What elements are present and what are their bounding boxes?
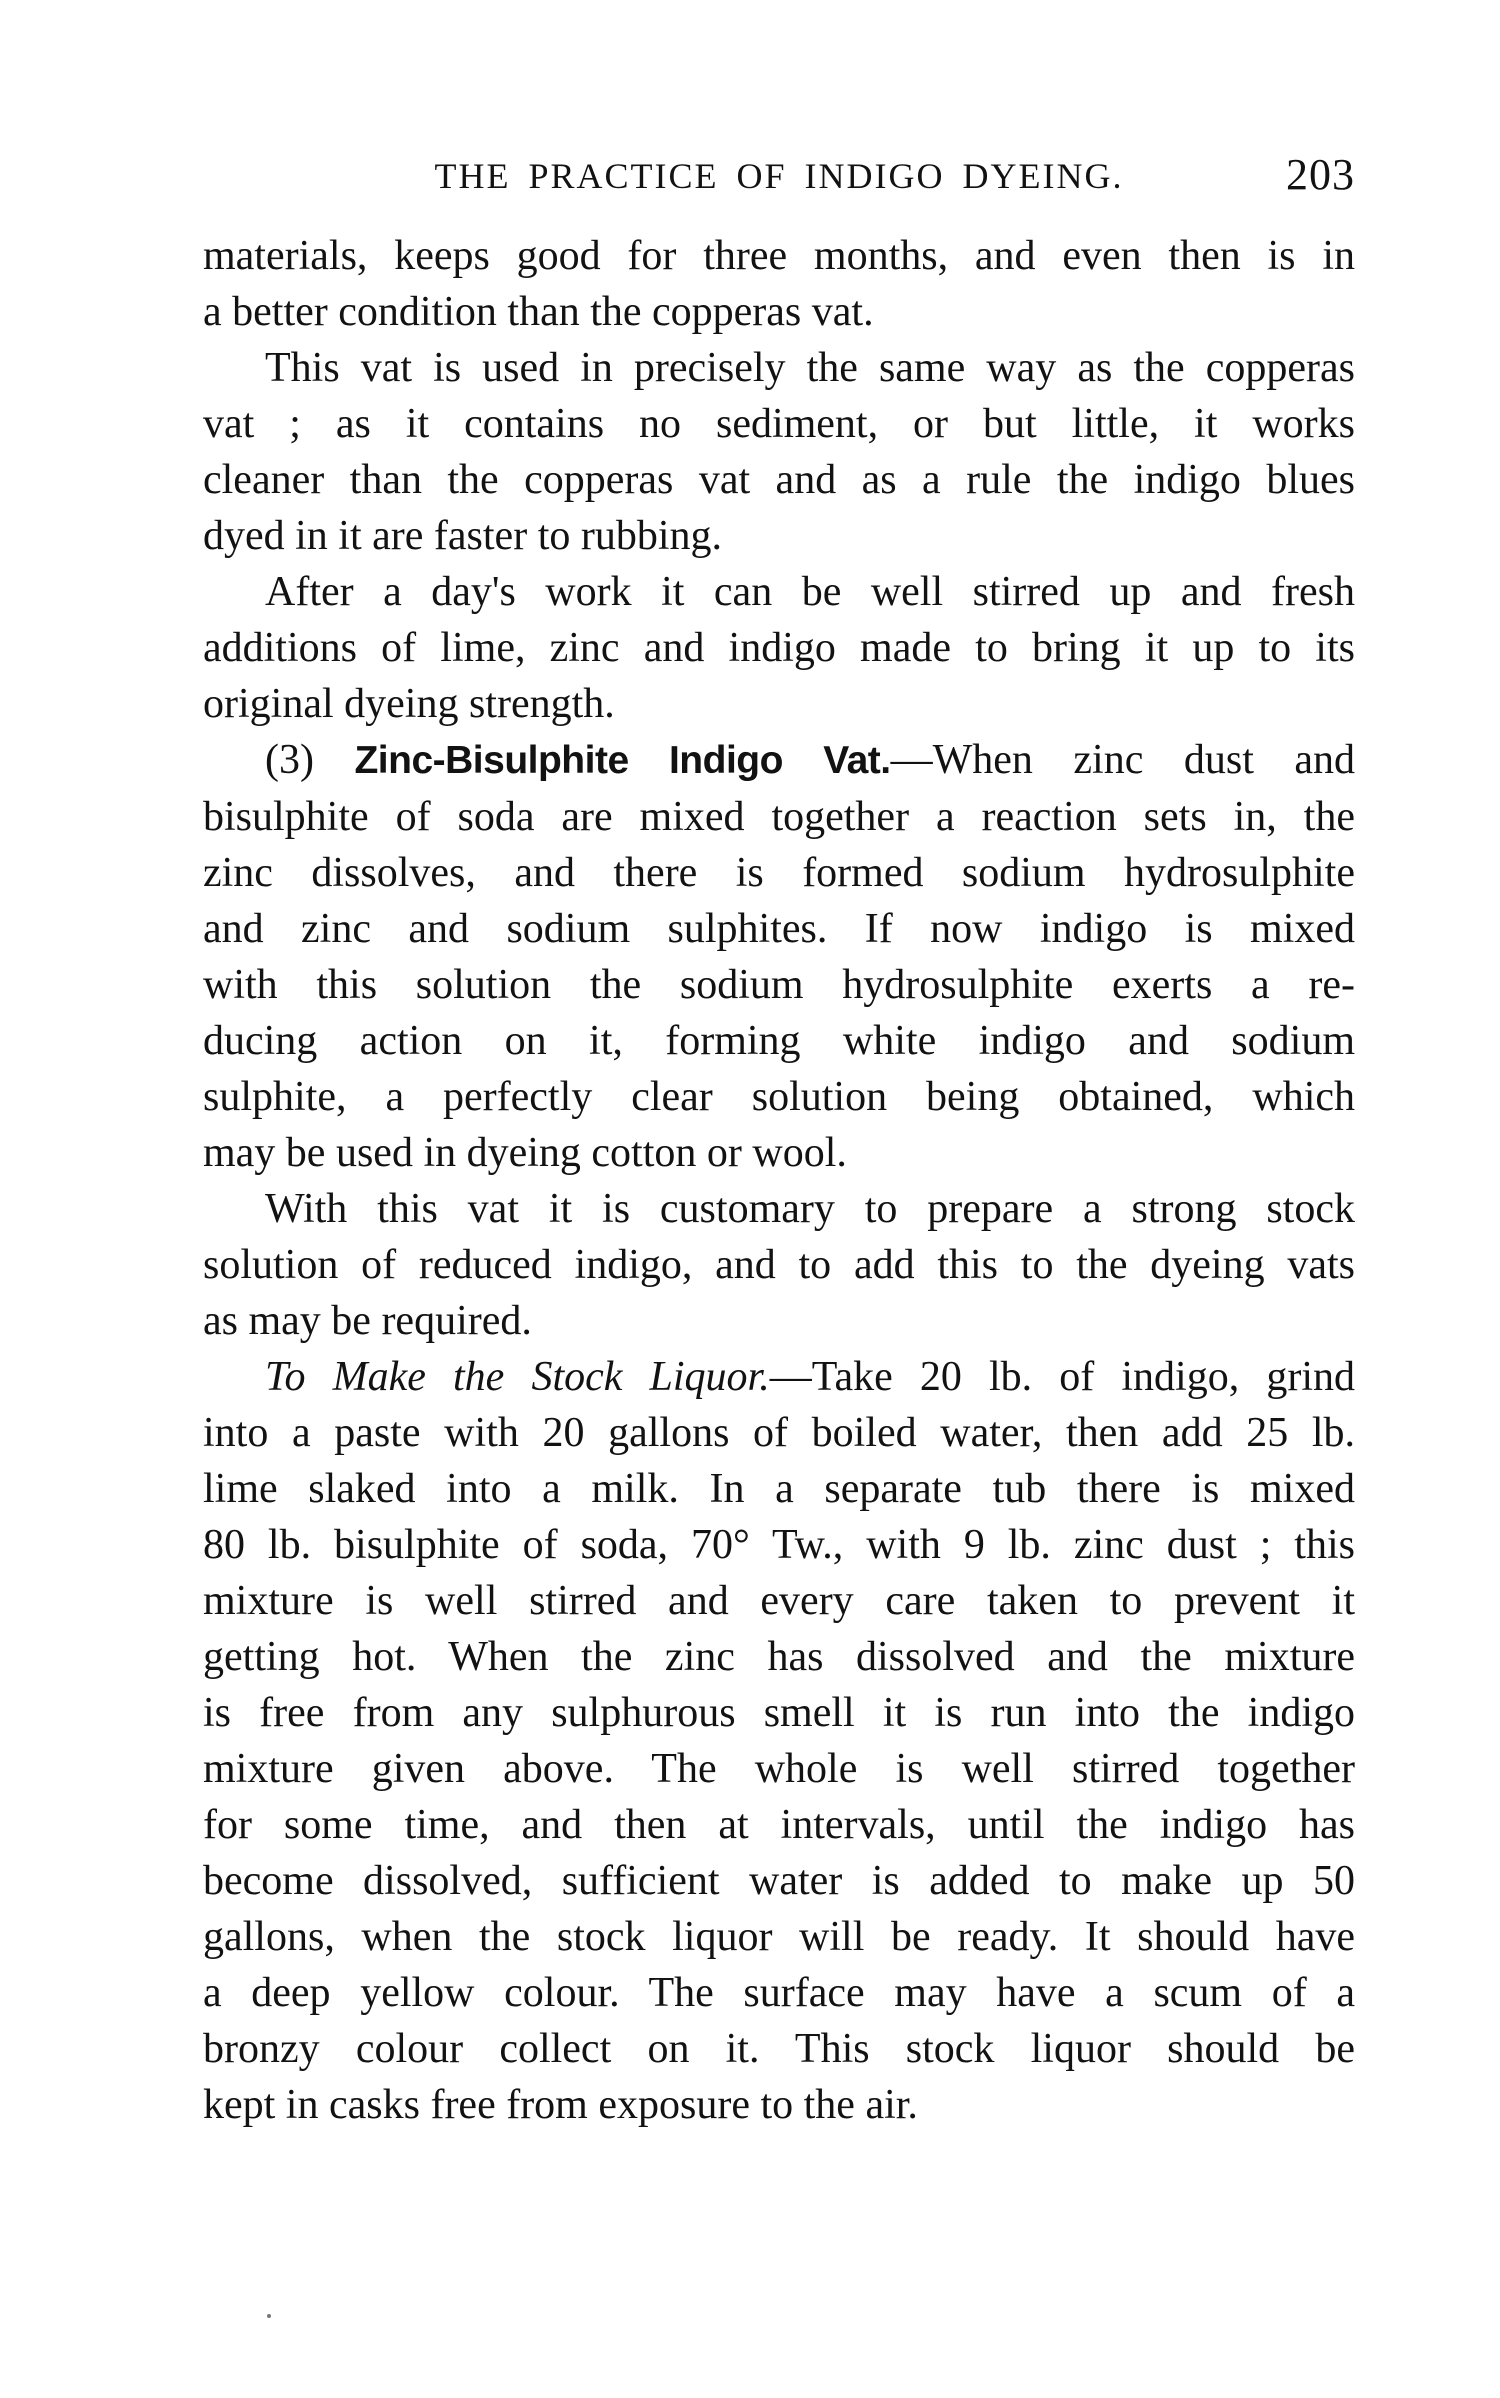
text-line [203,1461,1355,1517]
text-segment: sulphite, a perfectly clear solution being obtained, which [203,1074,1355,1120]
text-segment: additions of lime, zinc and indigo made to bring it up to its [203,625,1355,671]
text-line [203,340,1355,396]
text-line [203,1293,1355,1349]
paragraph [203,564,1355,732]
text-segment: bronzy colour collect on it. This stock liquor should be [203,2026,1355,2072]
text-line [203,1629,1355,1685]
text-segment: as may be required. [203,1298,532,1344]
text-line [203,452,1355,508]
text-segment: zinc dissolves, and there is formed sodium hydrosulphite [203,850,1355,896]
text-segment: —When zinc dust and [890,737,1355,783]
text-segment: and zinc and sodium sulphites. If now indigo is mixed [203,906,1355,952]
page-number: 203 [1286,150,1355,199]
paragraph [203,228,1355,340]
text-line [203,620,1355,676]
text-segment: become dissolved, sufficient water is added to make up 50 [203,1858,1355,1904]
text-segment: With this vat it is customary to prepare a strong stock [265,1186,1355,1232]
paragraph [203,1349,1355,2133]
text-line [203,2077,1355,2133]
text-line [203,396,1355,452]
text-line [203,789,1355,845]
text-line [203,1125,1355,1181]
text-line [203,1685,1355,1741]
text-line [203,957,1355,1013]
text-segment: bisulphite of soda are mixed together a reaction sets in, the [203,794,1355,840]
text-segment: with this solution the sodium hydrosulphite exerts a re- [203,962,1355,1008]
text-segment: 80 lb. bisulphite of soda, 70° Tw., with 9 lb. zinc dust ; this [203,1522,1355,1568]
text-line [203,564,1355,620]
text-segment: may be used in dyeing cotton or wool. [203,1130,847,1176]
text-line [203,1741,1355,1797]
bold-lead: Zinc-Bisulphite Indigo Vat. [354,739,891,782]
text-segment: cleaner than the copperas vat and as a rule the indigo blues [203,457,1355,503]
scan-artifact-dot [267,2314,271,2318]
text-line [203,1013,1355,1069]
text-segment: is free from any sulphurous smell it is run into the indigo [203,1690,1355,1736]
text-line [203,1349,1355,1405]
text-segment: a better condition than the copperas vat. [203,289,874,335]
text-segment: mixture is well stirred and every care taken to prevent it [203,1578,1355,1624]
italic-lead: To Make the Stock Liquor. [265,1354,770,1400]
paragraph [203,1181,1355,1349]
text-line [203,1237,1355,1293]
running-header [203,150,1355,218]
text-line [203,1853,1355,1909]
text-segment: original dyeing strength. [203,681,615,727]
text-segment: solution of reduced indigo, and to add this to the dyeing vats [203,1242,1355,1288]
text-segment: getting hot. When the zinc has dissolved and the mixture [203,1634,1355,1680]
text-line [203,284,1355,340]
text-segment: dyed in it are faster to rubbing. [203,513,723,559]
text-line [203,732,1355,789]
text-line [203,1405,1355,1461]
paragraph [203,340,1355,564]
paragraph [203,732,1355,1181]
text-segment: ducing action on it, forming white indigo and sodium [203,1018,1355,1064]
text-segment: into a paste with 20 gallons of boiled water, then add 25 lb. [203,1410,1355,1456]
text-line [203,1965,1355,2021]
text-line [203,1517,1355,1573]
text-line [203,845,1355,901]
text-line [203,1573,1355,1629]
text-line [203,1797,1355,1853]
text-segment: kept in casks free from exposure to the air. [203,2082,918,2128]
text-segment: (3) [265,737,355,783]
text-line [203,228,1355,284]
text-segment: This vat is used in precisely the same way as the copperas [265,345,1355,391]
text-segment: materials, keeps good for three months, and even then is in [203,233,1355,279]
text-segment: gallons, when the stock liquor will be ready. It should have [203,1914,1355,1960]
running-header-title: THE PRACTICE OF INDIGO DYEING. [434,156,1124,196]
text-line [203,2021,1355,2077]
text-segment: for some time, and then at intervals, until the indigo has [203,1802,1355,1848]
text-line [203,1909,1355,1965]
body-text [203,228,1355,2133]
text-line [203,1069,1355,1125]
text-segment: vat ; as it contains no sediment, or but little, it works [203,401,1355,447]
text-line [203,1181,1355,1237]
text-line [203,901,1355,957]
text-segment: lime slaked into a milk. In a separate tub there is mixed [203,1466,1355,1512]
text-segment: mixture given above. The whole is well stirred together [203,1746,1355,1792]
text-segment: a deep yellow colour. The surface may have a scum of a [203,1970,1355,2016]
text-line [203,508,1355,564]
text-segment: After a day's work it can be well stirred up and fresh [265,569,1355,615]
text-line [203,676,1355,732]
text-segment: —Take 20 lb. of indigo, grind [769,1354,1355,1400]
